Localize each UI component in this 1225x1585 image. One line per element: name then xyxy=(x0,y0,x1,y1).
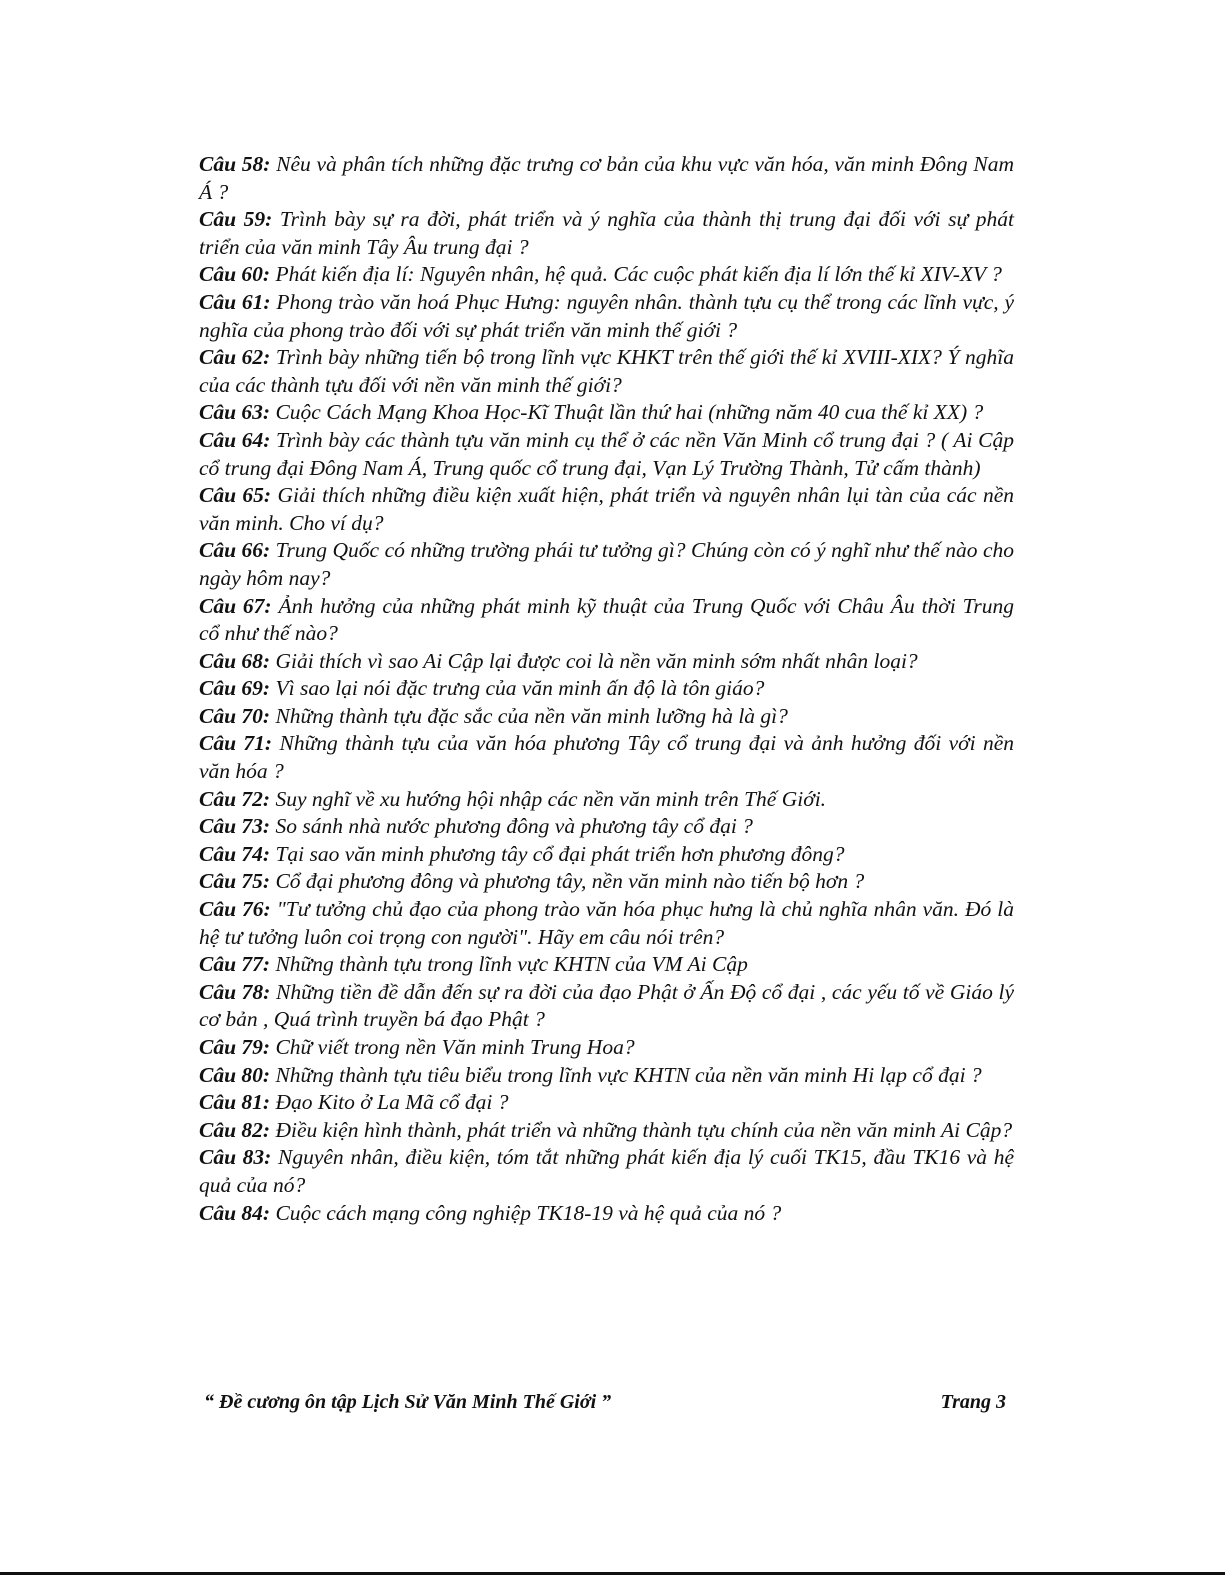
question-text: Ảnh hưởng của những phát minh kỹ thuật của Trung Quốc với Châu Âu thời Trung cổ như thế nào? xyxy=(199,593,1015,646)
question-item xyxy=(199,1089,1014,1117)
question-item xyxy=(199,979,1014,1034)
question-item xyxy=(199,206,1014,261)
question-item xyxy=(199,841,1014,869)
question-label: Câu 64: xyxy=(199,427,271,452)
question-text: Những thành tựu của văn hóa phương Tây cổ trung đại và ảnh hưởng đối với nền văn hóa ? xyxy=(199,731,1014,784)
question-text: Trình bày những tiến bộ trong lĩnh vực KHKT trên thế giới thế kỉ XVIII-XIX? Ý nghĩa của các thành tựu đối với nền văn minh thế giới? xyxy=(199,345,1015,397)
question-text: Trình bày các thành tựu văn minh cụ thể ở các nền Văn Minh cổ trung đại ? ( Ai Cập cổ trung đại Đông Nam Á, Trung quốc cổ trung đại, Vạn Lý Trường Thành, Tử cấm thành) xyxy=(199,427,1014,480)
question-item xyxy=(199,896,1014,951)
question-label: Câu 73: xyxy=(199,814,271,839)
question-item xyxy=(199,482,1014,537)
question-item xyxy=(199,151,1014,206)
question-text: Điều kiện hình thành, phát triển và những thành tựu chính của nền văn minh Ai Cập? xyxy=(275,1117,1013,1142)
question-label: Câu 67: xyxy=(199,593,272,618)
question-text: Những thành tựu tiêu biểu trong lĩnh vực KHTN của nền văn minh Hi lạp cổ đại ? xyxy=(275,1062,982,1087)
question-item xyxy=(199,1144,1014,1199)
question-label: Câu 68: xyxy=(199,648,271,673)
question-text: Nguyên nhân, điều kiện, tóm tắt những phát kiến địa lý cuối TK15, đầu TK16 và hệ quả của nó? xyxy=(199,1145,1014,1197)
question-item xyxy=(199,261,1014,289)
question-item xyxy=(199,1117,1014,1145)
question-item xyxy=(199,1034,1014,1062)
bottom-border-line xyxy=(0,1572,1225,1575)
question-item xyxy=(199,593,1014,648)
question-label: Câu 82: xyxy=(199,1117,271,1142)
question-item xyxy=(199,675,1014,703)
question-item xyxy=(199,951,1014,979)
question-item xyxy=(199,537,1014,592)
question-label: Câu 61: xyxy=(199,289,271,314)
question-text: Cuộc cách mạng công nghiệp TK18-19 và hệ quả của nó ? xyxy=(275,1200,782,1225)
question-label: Câu 62: xyxy=(199,345,271,370)
question-text: So sánh nhà nước phương đông và phương tây cổ đại ? xyxy=(275,814,753,839)
question-text: Những thành tựu đặc sắc của nền văn minh lưỡng hà là gì? xyxy=(275,703,788,728)
question-text: Phát kiến địa lí: Nguyên nhân, hệ quả. Các cuộc phát kiến địa lí lớn thế kỉ XIV-XV ? xyxy=(275,262,1002,287)
question-text: Những thành tựu trong lĩnh vực KHTN của VM Ai Cập xyxy=(275,952,748,977)
question-label: Câu 76: xyxy=(199,897,271,922)
question-text: Trình bày sự ra đời, phát triển và ý nghĩa của thành thị trung đại đối với sự phát triển của văn minh Tây Âu trung đại ? xyxy=(199,207,1014,259)
question-text: Đạo Kito ở La Mã cổ đại ? xyxy=(275,1090,509,1115)
question-text: Chữ viết trong nền Văn minh Trung Hoa? xyxy=(275,1035,635,1059)
question-item xyxy=(199,427,1014,482)
question-label: Câu 58: xyxy=(199,152,271,176)
question-label: Câu 83: xyxy=(199,1145,272,1170)
question-item xyxy=(199,289,1014,344)
question-text: Cuộc Cách Mạng Khoa Học-Kĩ Thuật lần thứ hai (những năm 40 cua thế kỉ XX) ? xyxy=(275,400,984,425)
question-label: Câu 66: xyxy=(199,538,271,563)
question-text: Nêu và phân tích những đặc trưng cơ bản của khu vực văn hóa, văn minh Đông Nam Á ? xyxy=(199,152,1014,204)
question-item xyxy=(199,703,1014,731)
question-text: Giải thích vì sao Ai Cập lại được coi là nền văn minh sớm nhất nhân loại? xyxy=(275,648,918,673)
question-label: Câu 84: xyxy=(199,1200,271,1225)
question-text: Cổ đại phương đông và phương tây, nền văn minh nào tiến bộ hơn ? xyxy=(275,869,865,894)
question-label: Câu 79: xyxy=(199,1035,271,1059)
question-item xyxy=(199,786,1014,814)
question-label: Câu 71: xyxy=(199,731,273,756)
question-label: Câu 75: xyxy=(199,869,271,894)
question-text: Giải thích những điều kiện xuất hiện, phát triển và nguyên nhân lụi tàn của các nền văn minh. Cho ví dụ? xyxy=(199,483,1014,535)
question-label: Câu 60: xyxy=(199,262,271,287)
question-label: Câu 69: xyxy=(199,676,271,701)
question-text: Tại sao văn minh phương tây cổ đại phát triển hơn phương đông? xyxy=(275,841,845,866)
question-item xyxy=(199,399,1014,427)
question-label: Câu 81: xyxy=(199,1090,271,1115)
question-text: Những tiền đề dẫn đến sự ra đời của đạo Phật ở Ấn Độ cổ đại , các yếu tố về Giáo lý cơ bản , Quá trình truyền bá đạo Phật ? xyxy=(199,979,1014,1032)
question-item xyxy=(199,344,1014,399)
question-item xyxy=(199,868,1014,896)
question-item xyxy=(199,1200,1014,1228)
question-text: Suy nghĩ về xu hướng hội nhập các nền văn minh trên Thế Giới. xyxy=(275,786,827,811)
question-text: Phong trào văn hoá Phục Hưng: nguyên nhân. thành tựu cụ thể trong các lĩnh vực, ý nghĩa của phong trào đối với sự phát triển văn minh thế giới ? xyxy=(199,289,1015,342)
question-label: Câu 78: xyxy=(199,979,271,1004)
question-label: Câu 65: xyxy=(199,483,272,508)
question-label: Câu 77: xyxy=(199,952,271,977)
question-item xyxy=(199,648,1014,676)
question-label: Câu 72: xyxy=(199,786,271,811)
footer-title: “ Đề cương ôn tập Lịch Sử Văn Minh Thế Giới ” xyxy=(204,1391,612,1413)
question-label: Câu 74: xyxy=(199,841,271,866)
question-item xyxy=(199,813,1014,841)
question-label: Câu 80: xyxy=(199,1062,271,1087)
question-list xyxy=(199,151,1014,1227)
footer-page-number: Trang 3 xyxy=(940,1391,1006,1413)
question-item xyxy=(199,730,1014,785)
question-text: "Tư tưởng chủ đạo của phong trào văn hóa phục hưng là chủ nghĩa nhân văn. Đó là hệ tư tưởng luôn coi trọng con người". Hãy em câu nói trên? xyxy=(199,897,1015,949)
question-label: Câu 63: xyxy=(199,400,271,425)
question-text: Trung Quốc có những trường phái tư tưởng gì? Chúng còn có ý nghĩ như thế nào cho ngày hôm nay? xyxy=(199,538,1014,590)
question-item xyxy=(199,1062,1014,1090)
question-text: Vì sao lại nói đặc trưng của văn minh ấn độ là tôn giáo? xyxy=(275,676,765,701)
question-label: Câu 59: xyxy=(199,207,273,232)
question-label: Câu 70: xyxy=(199,703,271,728)
